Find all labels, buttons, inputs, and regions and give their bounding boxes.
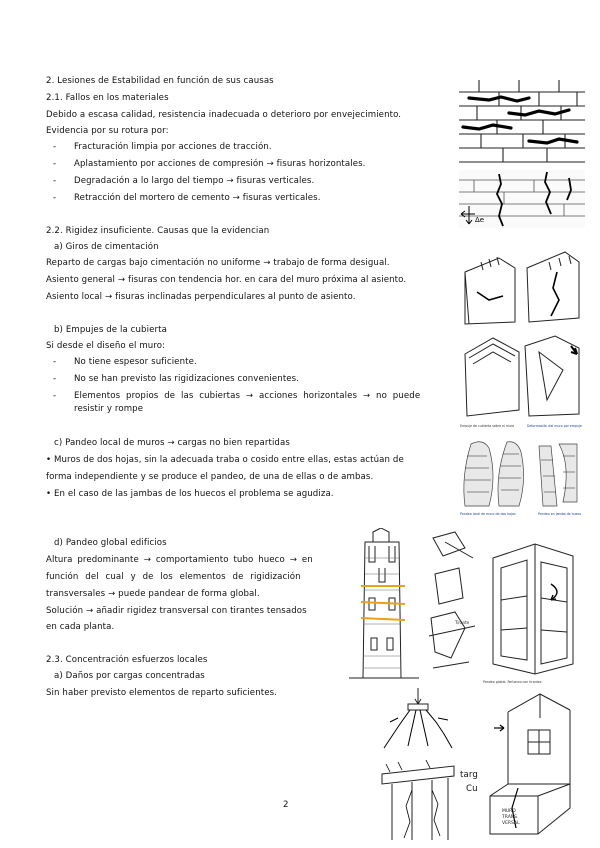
list-item: Elementos propios de las cubiertas → acciones horizontales → no puede <box>74 391 421 401</box>
paragraph-line: Solución → añadir rigidez transversal con tirantes tensados <box>46 606 307 616</box>
section-heading: 2. Lesiones de Estabilidad en función de sus causas <box>46 76 274 86</box>
tie-rod-detail-figure <box>425 528 481 686</box>
paragraph-line: transversales → puede pandear de forma global. <box>46 589 260 599</box>
bullet-dash: - <box>53 142 57 152</box>
paragraph-line: forma independiente y se produce el pandeo, de una de ellas o de ambas. <box>46 472 374 482</box>
paragraph-line: Evidencia por su rotura por: <box>46 126 169 136</box>
local-buckling-figure <box>459 436 583 510</box>
bullet-dash: - <box>53 159 57 169</box>
bullet-dash: - <box>53 357 57 367</box>
svg-text:Δe: Δe <box>475 216 485 224</box>
roof-thrust-figure <box>459 330 585 422</box>
list-item: No tiene espesor suficiente. <box>74 357 197 367</box>
house-concentrated-load-figure <box>478 688 586 842</box>
item-heading-a: a) Giros de cimentación <box>54 242 159 252</box>
vertical-cracks-wall-figure <box>459 170 585 228</box>
svg-text:MURO: MURO <box>502 809 516 814</box>
figure-caption: Empuje de cubierta sobre el muro <box>460 424 515 428</box>
building-global-buckling-figure <box>481 540 585 678</box>
svg-text:TRANS: TRANS <box>502 815 517 820</box>
list-item: Degradación a lo largo del tiempo → fisuras verticales. <box>74 176 315 186</box>
figure-caption: Pandeo en jamba de hueco <box>538 512 582 516</box>
item-heading-a: a) Daños por cargas concentradas <box>54 671 205 681</box>
list-item-continuation: resistir y rompe <box>74 404 144 414</box>
colonnade-load-figure <box>378 760 458 846</box>
paragraph-line: Reparto de cargas bajo cimentación no uniforme → trabajo de forma desigual. <box>46 258 390 268</box>
item-heading-b: b) Empujes de la cubierta <box>54 325 167 335</box>
page-number: 2 <box>283 800 289 810</box>
paragraph-line: Asiento general → fisuras con tendencia hor. en cara del muro próxima al asiento. <box>46 275 407 285</box>
list-item: Aplastamiento por acciones de compresión → fisuras horizontales. <box>74 159 366 169</box>
bullet-dash: - <box>53 176 57 186</box>
paragraph-line: Altura predominante → comportamiento tubo hueco → en <box>46 555 313 565</box>
tower-tie-rods-figure <box>345 528 423 686</box>
partial-text-fragment: Cu <box>466 784 478 794</box>
subsection-heading-2-1: 2.1. Fallos en los materiales <box>46 93 169 103</box>
figure-caption: Pandeo global. Refuerzo con tirantes <box>483 680 542 684</box>
list-item: No se han previsto las rigidizaciones convenientes. <box>74 374 300 384</box>
bullet-dash: - <box>53 391 57 401</box>
bullet-dash: - <box>53 193 57 203</box>
svg-text:VERSAL: VERSAL <box>502 821 520 826</box>
item-heading-c: c) Pandeo local de muros → cargas no bien repartidas <box>54 438 290 448</box>
cracked-brick-wall-figure <box>459 80 585 168</box>
paragraph-line: Sin haber previsto elementos de reparto suficientes. <box>46 688 278 698</box>
bullet-dash: - <box>53 374 57 384</box>
list-item: Retracción del mortero de cemento → fisuras verticales. <box>74 193 321 203</box>
concentrated-load-cracks-figure <box>378 688 460 754</box>
paragraph-line: en cada planta. <box>46 622 115 632</box>
foundation-settlement-figure <box>459 242 585 328</box>
paragraph-line: Asiento local → fisuras inclinadas perpendiculares al punto de asiento. <box>46 292 356 302</box>
paragraph-line: • Muros de dos hojas, sin la adecuada traba o cosido entre ellas, estas actúan de <box>46 455 404 465</box>
partial-text-fragment: targ <box>460 770 478 780</box>
figure-caption: Pandeo local de muro de dos hojas <box>460 512 516 516</box>
subsection-heading-2-2: 2.2. Rigidez insuficiente. Causas que la evidencian <box>46 226 270 236</box>
item-heading-d: d) Pandeo global edificios <box>54 538 167 548</box>
paragraph-line: Debido a escasa calidad, resistencia inadecuada o deterioro por envejecimiento. <box>46 110 402 120</box>
figure-caption: Deformación del muro por empuje <box>527 424 582 428</box>
paragraph-line: función del cual y de los elementos de rigidización <box>46 572 301 582</box>
svg-text:Tirante: Tirante <box>455 620 470 625</box>
paragraph-line: • En el caso de las jambas de los huecos el problema se agudiza. <box>46 489 334 499</box>
list-item: Fracturación limpia por acciones de tracción. <box>74 142 272 152</box>
paragraph-line: Si desde el diseño el muro: <box>46 341 166 351</box>
subsection-heading-2-3: 2.3. Concentración esfuerzos locales <box>46 655 208 665</box>
